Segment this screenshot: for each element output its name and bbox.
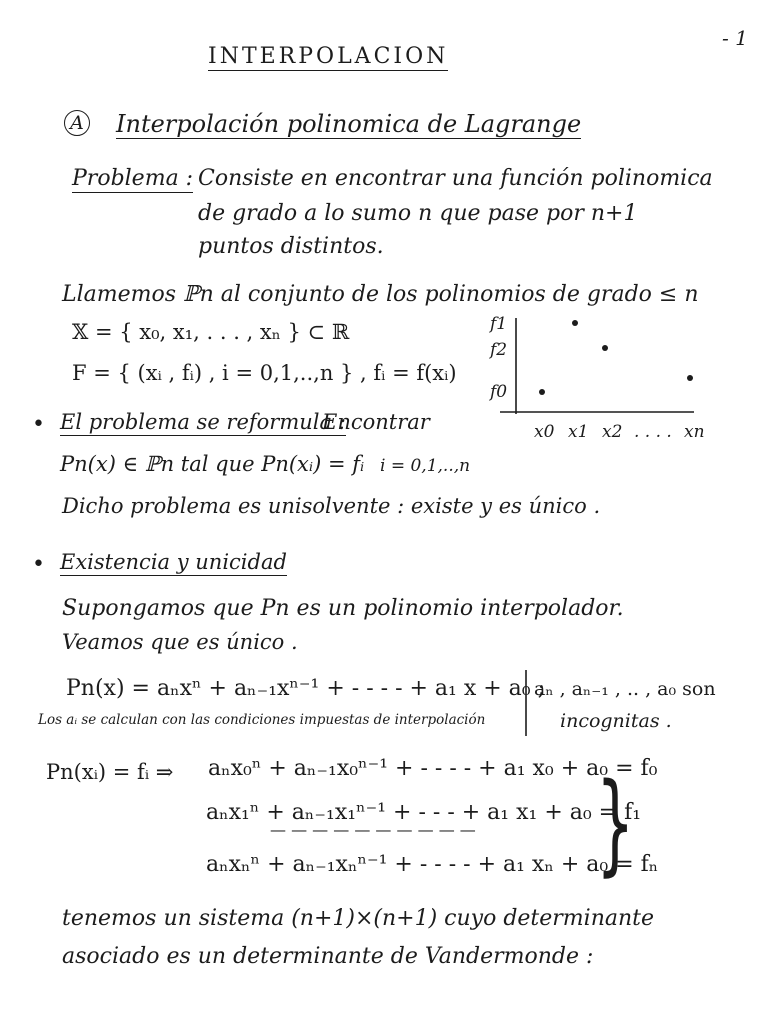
interpolation-points-graph <box>480 310 710 450</box>
existencia-line-1: Supongamos que Pn es un polinomio interpolador. <box>62 596 624 621</box>
bullet: • <box>32 412 45 437</box>
f-set-definition: F = { (xᵢ , fᵢ) , i = 0,1,..,n } , fᵢ = f(xᵢ) <box>72 361 457 385</box>
llamemos-line: Llamemos ℙn al conjunto de los polinomios de grado ≤ n <box>62 282 699 307</box>
bullet: • <box>32 552 45 577</box>
point-fn <box>687 375 693 381</box>
calc-note: Los aᵢ se calculan con las condiciones impuestas de interpolación <box>38 712 486 728</box>
graph-y-label-f0: f0 <box>490 382 508 402</box>
graph-y-label-f2: f2 <box>490 340 508 360</box>
reformula-condition: Pn(x) ∈ ℙn tal que Pn(xᵢ) = fᵢ <box>60 452 365 476</box>
system-equation-0: aₙx₀ⁿ + aₙ₋₁x₀ⁿ⁻¹ + - - - - + a₁ x₀ + a₀ = f₀ <box>208 756 658 781</box>
unknowns-line-2: incognitas . <box>560 710 672 732</box>
unknowns-line-1: aₙ , aₙ₋₁ , .. , a₀ son <box>534 678 716 700</box>
system-dashes: — — — — — — — — — — <box>270 820 476 839</box>
graph-y-label-f1: f1 <box>490 314 508 334</box>
page-title: INTERPOLACION <box>208 44 449 69</box>
section-heading: Interpolación polinomica de Lagrange <box>116 110 582 138</box>
graph-x-label-xn: xn <box>684 422 705 442</box>
system-equation-1: aₙx₁ⁿ + aₙ₋₁x₁ⁿ⁻¹ + - - - + a₁ x₁ + a₀ = f₁ <box>206 800 642 825</box>
x-set-definition: 𝕏 = { x₀, x₁, . . . , xₙ } ⊂ ℝ <box>72 320 350 344</box>
system-equation-n: aₙxₙⁿ + aₙ₋₁xₙⁿ⁻¹ + - - - - + a₁ xₙ + a₀ = fₙ <box>206 852 659 877</box>
polynomial-expression: Pn(x) = aₙxⁿ + aₙ₋₁xⁿ⁻¹ + - - - - + a₁ x + a₀ ; <box>66 676 546 701</box>
reformula-label: El problema se reformula : <box>60 410 346 434</box>
point-f2 <box>602 345 608 351</box>
reformula-tail: Encontrar <box>322 410 430 434</box>
page-number: - 1 <box>722 26 748 50</box>
existencia-line-2: Veamos que es único . <box>62 630 298 654</box>
system-right-brace: } <box>596 759 635 887</box>
problem-line-1: Consiste en encontrar una función polinomica <box>198 166 713 191</box>
graph-x-label-x0: x0 <box>534 422 555 442</box>
unisolvente-statement: Dicho problema es unisolvente : existe y es único . <box>62 494 601 518</box>
existencia-label: Existencia y unicidad <box>60 550 287 574</box>
reformula-range: i = 0,1,..,n <box>380 456 471 476</box>
section-marker: A <box>64 110 90 136</box>
system-lhs: Pn(xᵢ) = fᵢ ⇒ <box>46 760 174 784</box>
problem-line-2: de grado a lo sumo n que pase por n+1 <box>198 201 638 226</box>
graph-x-label-x2: x2 <box>602 422 623 442</box>
graph-x-label-x1: x1 <box>568 422 589 442</box>
divider-bar <box>524 670 528 736</box>
problem-label: Problema : <box>72 166 194 191</box>
graph-x-label-dots: . . . . <box>634 422 672 442</box>
problem-line-3: puntos distintos. <box>198 234 384 259</box>
conclusion-line-1: tenemos un sistema (n+1)×(n+1) cuyo determinante <box>62 906 655 931</box>
conclusion-line-2: asociado es un determinante de Vandermonde : <box>62 944 594 969</box>
point-f1 <box>572 320 578 326</box>
point-f0 <box>539 389 545 395</box>
